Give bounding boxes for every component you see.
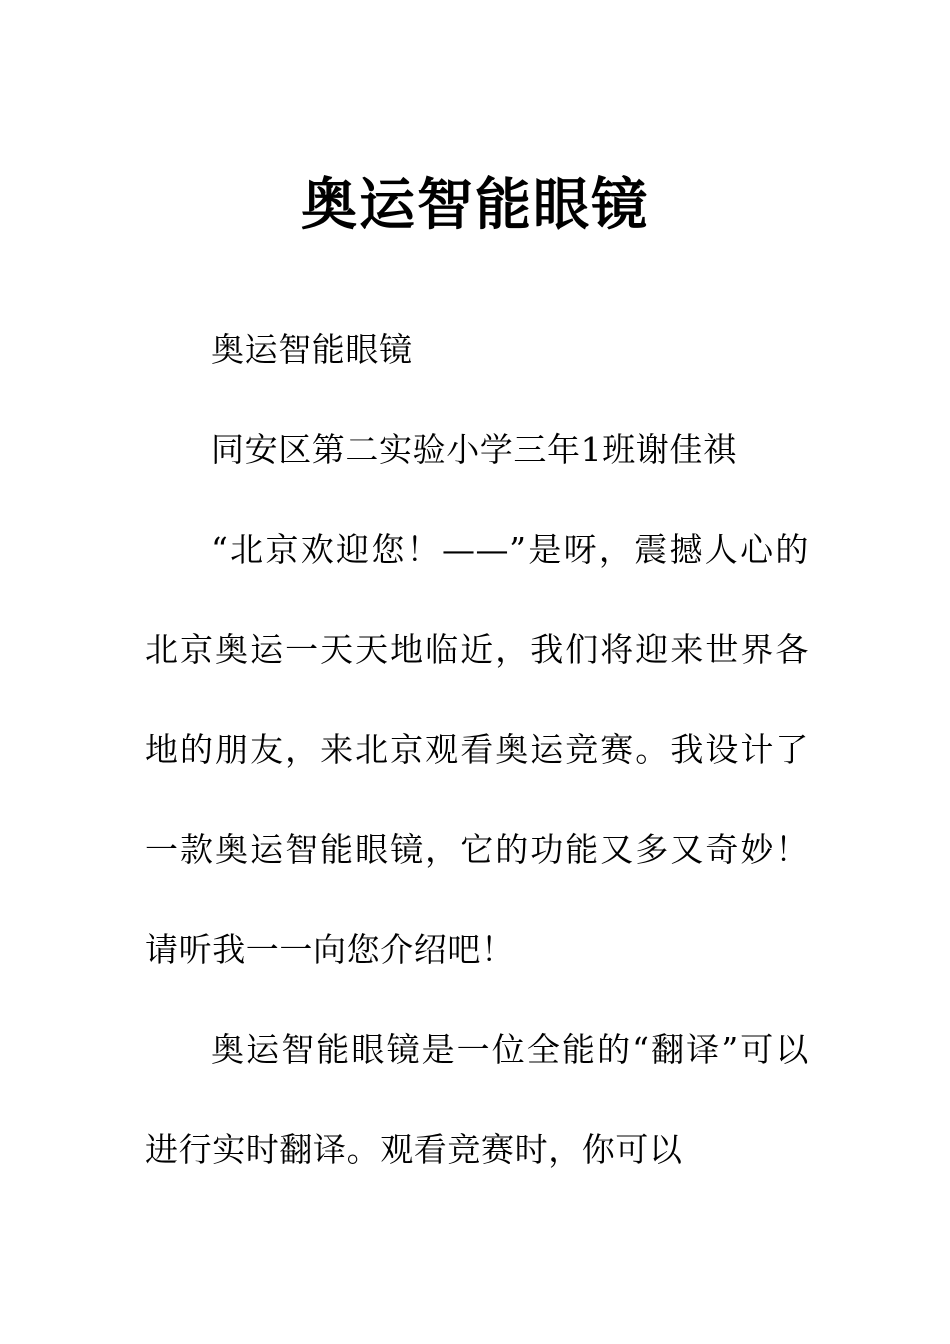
paragraph-intro: “北京欢迎您！——”是呀，震撼人心的北京奥运一天天地临近，我们将迎来世界各地的朋友，来北京观看奥运竞赛。我设计了一款奥运智能眼镜，它的功能又多又奇妙！请听我一一向您介绍吧！: [145, 530, 809, 969]
document-body: [145, 300, 809, 1200]
essay-heading: 奥运智能眼镜: [211, 330, 413, 369]
paragraph-translation: 奥运智能眼镜是一位全能的“翻译”可以进行实时翻译。观看竞赛时，你可以: [145, 1030, 809, 1169]
author-line: 同安区第二实验小学三年1班谢佳祺: [211, 430, 737, 469]
document-title: 奥运智能眼镜: [301, 172, 649, 238]
